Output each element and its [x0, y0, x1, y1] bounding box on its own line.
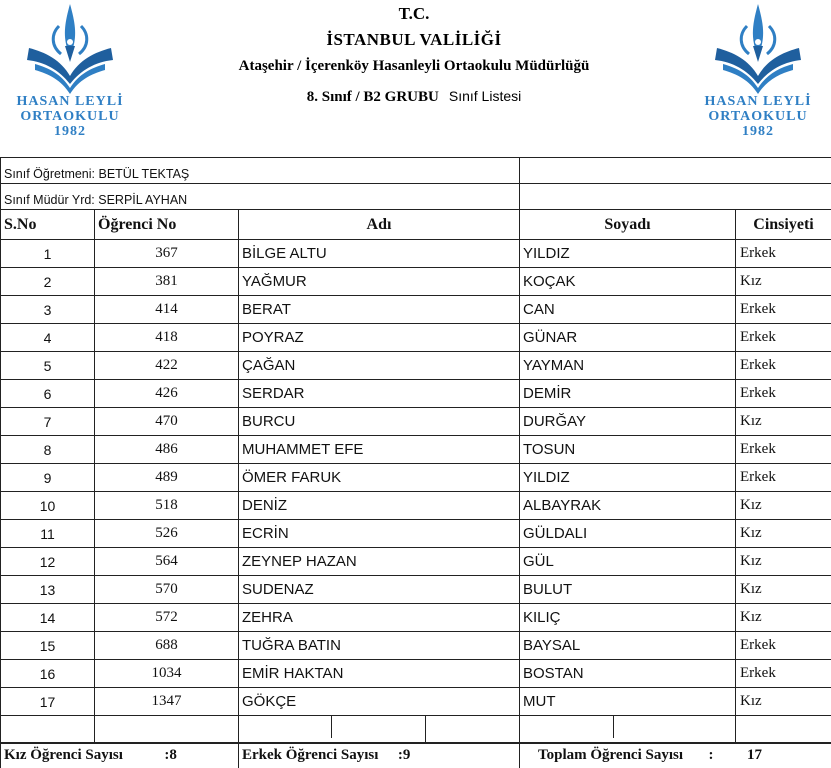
- row-student-no: 688: [95, 632, 239, 660]
- row-gender: Kız: [736, 688, 831, 716]
- empty-cell: [736, 716, 831, 744]
- row-gender: Kız: [736, 492, 831, 520]
- row-gender: Kız: [736, 268, 831, 296]
- vice-row: [1, 184, 831, 210]
- row-first-name: ÇAĞAN: [239, 352, 520, 380]
- empty-cell: [520, 184, 831, 210]
- row-surname: GÜNAR: [520, 324, 736, 352]
- row-first-name: ECRİN: [239, 520, 520, 548]
- row-student-no: 489: [95, 464, 239, 492]
- row-surname: TOSUN: [520, 436, 736, 464]
- table-row: [1, 464, 831, 492]
- row-first-name: BURCU: [239, 408, 520, 436]
- row-surname: CAN: [520, 296, 736, 324]
- row-first-name: TUĞRA BATIN: [239, 632, 520, 660]
- row-sno: 10: [1, 492, 95, 520]
- row-first-name: GÖKÇE: [239, 688, 520, 716]
- table-row: [1, 576, 831, 604]
- total-count-cell: [520, 743, 831, 768]
- row-first-name: EMİR HAKTAN: [239, 660, 520, 688]
- table-row: [1, 352, 831, 380]
- total-count-value: 17: [747, 747, 763, 763]
- book-pen-icon: [713, 2, 803, 94]
- table-row: [1, 324, 831, 352]
- row-sno: 4: [1, 324, 95, 352]
- header-governorship: İSTANBUL VALİLİĞİ: [326, 30, 502, 49]
- empty-cell: [95, 716, 239, 744]
- row-first-name: BİLGE ALTU: [239, 240, 520, 268]
- row-gender: Kız: [736, 604, 831, 632]
- header-class-line: [140, 88, 688, 106]
- row-surname: DURĞAY: [520, 408, 736, 436]
- row-gender: Erkek: [736, 464, 831, 492]
- row-first-name: ZEYNEP HAZAN: [239, 548, 520, 576]
- table-row: [1, 688, 831, 716]
- teacher-row: [1, 158, 831, 184]
- row-sno: 14: [1, 604, 95, 632]
- row-gender: Kız: [736, 576, 831, 604]
- row-sno: 1: [1, 240, 95, 268]
- row-first-name: BERAT: [239, 296, 520, 324]
- boys-count-cell: [239, 743, 520, 768]
- summary-footer: [0, 742, 831, 768]
- row-surname: DEMİR: [520, 380, 736, 408]
- girls-count-label: Kız Öğrenci Sayısı: [4, 747, 123, 763]
- boys-count-value: :9: [397, 747, 411, 763]
- row-first-name: YAĞMUR: [239, 268, 520, 296]
- row-gender: Kız: [736, 548, 831, 576]
- row-student-no: 381: [95, 268, 239, 296]
- row-student-no: 470: [95, 408, 239, 436]
- book-pen-icon: [25, 2, 115, 94]
- row-sno: 6: [1, 380, 95, 408]
- header-school-directorate: Ataşehir / İçerenköy Hasanleyli Ortaokulu Müdürlüğü: [238, 58, 590, 74]
- row-gender: Erkek: [736, 240, 831, 268]
- col-header-surname: Soyadı: [520, 210, 736, 240]
- row-sno: 5: [1, 352, 95, 380]
- meta-table: [0, 157, 831, 210]
- logo-line-type: ORTAOKULU: [20, 109, 120, 124]
- logo-line-name: HASAN LEYLİ: [16, 94, 124, 109]
- logo-line-name: HASAN LEYLİ: [704, 94, 812, 109]
- row-sno: 17: [1, 688, 95, 716]
- logo-line-year: 1982: [742, 124, 774, 139]
- row-student-no: 570: [95, 576, 239, 604]
- row-sno: 13: [1, 576, 95, 604]
- row-student-no: 418: [95, 324, 239, 352]
- total-count-sep: :: [708, 747, 714, 763]
- row-surname: YAYMAN: [520, 352, 736, 380]
- row-gender: Erkek: [736, 660, 831, 688]
- table-row: [1, 408, 831, 436]
- table-row: [1, 492, 831, 520]
- row-surname: BAYSAL: [520, 632, 736, 660]
- row-surname: GÜL: [520, 548, 736, 576]
- table-row-empty: [1, 716, 831, 744]
- table-row: [1, 548, 831, 576]
- row-first-name: SUDENAZ: [239, 576, 520, 604]
- boys-count-label: Erkek Öğrenci Sayısı: [242, 747, 379, 763]
- row-sno: 9: [1, 464, 95, 492]
- row-surname: KOÇAK: [520, 268, 736, 296]
- row-sno: 12: [1, 548, 95, 576]
- empty-cell: [1, 716, 95, 744]
- row-gender: Erkek: [736, 632, 831, 660]
- table-row: [1, 660, 831, 688]
- table-row: [1, 240, 831, 268]
- row-surname: KILIÇ: [520, 604, 736, 632]
- table-header-row: [1, 210, 831, 240]
- row-student-no: 572: [95, 604, 239, 632]
- col-header-student-no: Öğrenci No: [95, 210, 239, 240]
- row-surname: ALBAYRAK: [520, 492, 736, 520]
- row-sno: 7: [1, 408, 95, 436]
- school-logo-left: [0, 2, 140, 142]
- vice-principal: Sınıf Müdür Yrd: SERPİL AYHAN: [1, 184, 520, 210]
- col-header-gender: Cinsiyeti: [736, 210, 831, 240]
- table-row: [1, 380, 831, 408]
- empty-cell: [520, 158, 831, 184]
- row-sno: 16: [1, 660, 95, 688]
- row-student-no: 367: [95, 240, 239, 268]
- row-gender: Erkek: [736, 296, 831, 324]
- row-gender: Erkek: [736, 352, 831, 380]
- row-gender: Erkek: [736, 380, 831, 408]
- row-student-no: 1034: [95, 660, 239, 688]
- empty-cell: [239, 716, 520, 744]
- row-first-name: SERDAR: [239, 380, 520, 408]
- row-surname: MUT: [520, 688, 736, 716]
- row-surname: BOSTAN: [520, 660, 736, 688]
- row-first-name: DENİZ: [239, 492, 520, 520]
- row-sno: 3: [1, 296, 95, 324]
- row-surname: GÜLDALI: [520, 520, 736, 548]
- row-student-no: 526: [95, 520, 239, 548]
- table-row: [1, 268, 831, 296]
- girls-count-value: :8: [164, 747, 177, 763]
- row-first-name: ÖMER FARUK: [239, 464, 520, 492]
- table-row: [1, 436, 831, 464]
- row-student-no: 422: [95, 352, 239, 380]
- row-sno: 2: [1, 268, 95, 296]
- row-student-no: 564: [95, 548, 239, 576]
- row-first-name: MUHAMMET EFE: [239, 436, 520, 464]
- row-surname: YILDIZ: [520, 464, 736, 492]
- header-tc: T.C.: [398, 4, 430, 23]
- summary-row: [1, 743, 831, 768]
- table-row: [1, 520, 831, 548]
- total-count-label: Toplam Öğrenci Sayısı: [538, 747, 684, 763]
- table-row: [1, 296, 831, 324]
- row-student-no: 426: [95, 380, 239, 408]
- row-student-no: 414: [95, 296, 239, 324]
- row-gender: Kız: [736, 520, 831, 548]
- row-gender: Erkek: [736, 324, 831, 352]
- logo-line-type: ORTAOKULU: [708, 109, 808, 124]
- class-teacher: Sınıf Öğretmeni: BETÜL TEKTAŞ: [1, 158, 520, 184]
- row-gender: Erkek: [736, 436, 831, 464]
- row-surname: YILDIZ: [520, 240, 736, 268]
- row-student-no: 518: [95, 492, 239, 520]
- row-student-no: 1347: [95, 688, 239, 716]
- empty-cell: [520, 716, 736, 744]
- row-sno: 15: [1, 632, 95, 660]
- row-surname: BULUT: [520, 576, 736, 604]
- col-header-name: Adı: [239, 210, 520, 240]
- list-label: Sınıf Listesi: [448, 88, 522, 104]
- class-label: 8. Sınıf / B2 GRUBU: [306, 89, 439, 105]
- row-student-no: 486: [95, 436, 239, 464]
- girls-count-cell: [1, 743, 239, 768]
- row-gender: Kız: [736, 408, 831, 436]
- school-logo-right: [688, 2, 828, 142]
- table-row: [1, 604, 831, 632]
- row-first-name: POYRAZ: [239, 324, 520, 352]
- col-header-sno: S.No: [1, 210, 95, 240]
- row-first-name: ZEHRA: [239, 604, 520, 632]
- table-row: [1, 632, 831, 660]
- logo-line-year: 1982: [54, 124, 86, 139]
- student-list-table: [0, 209, 831, 744]
- row-sno: 8: [1, 436, 95, 464]
- row-sno: 11: [1, 520, 95, 548]
